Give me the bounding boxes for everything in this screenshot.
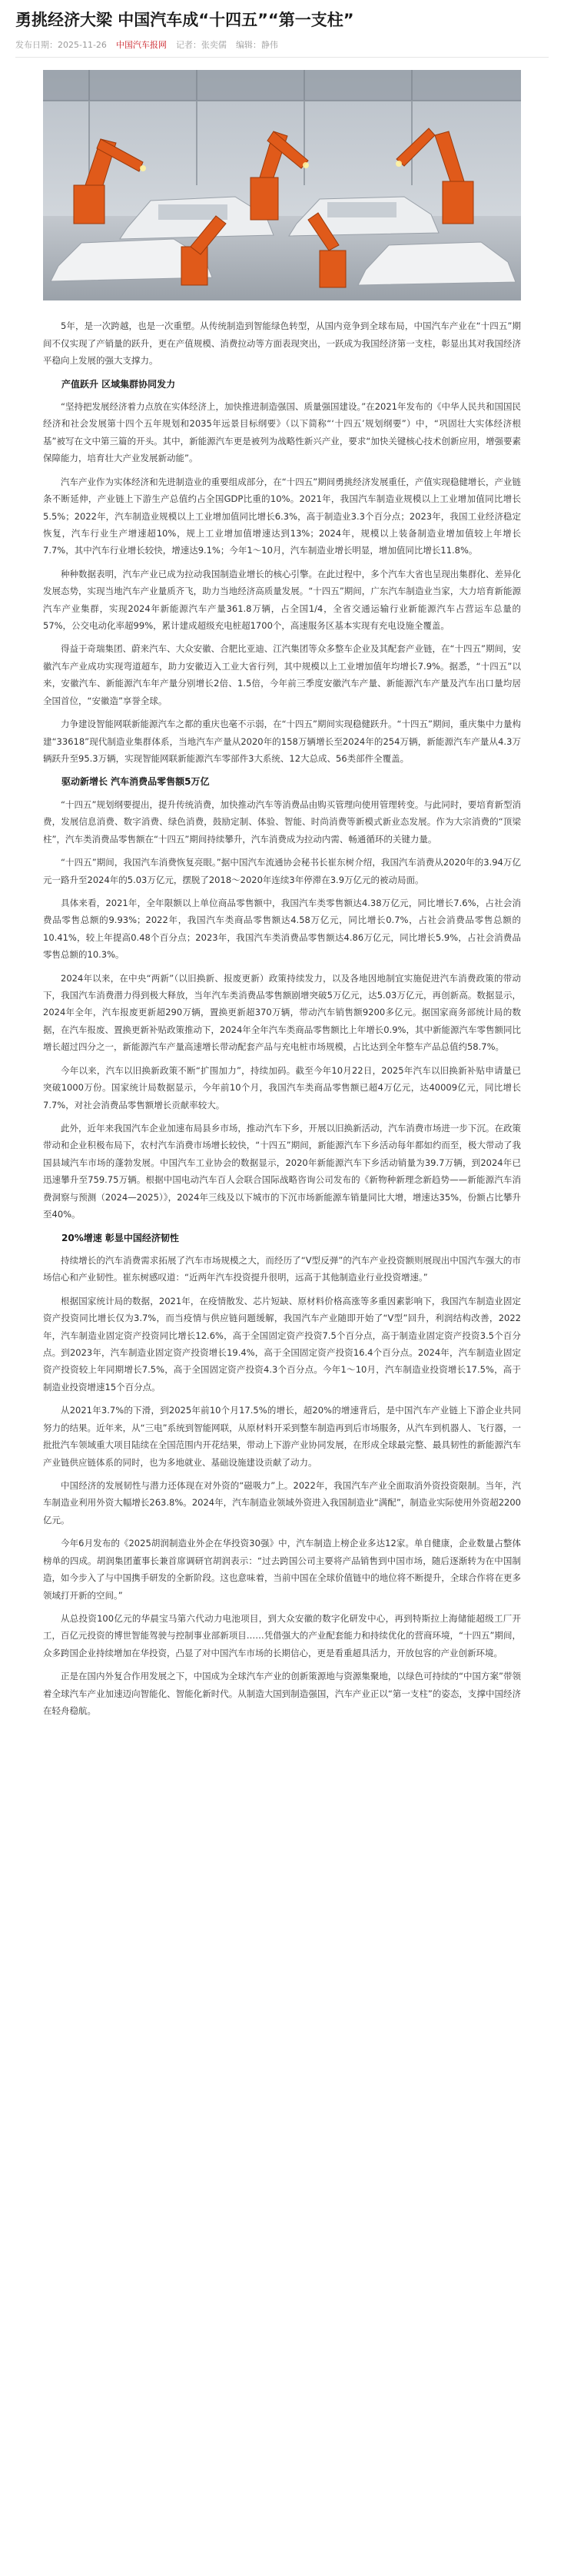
paragraph: 持续增长的汽车消费需求拓展了汽车市场规模之大，而经历了“V型反弹”的汽车产业投资额则展现出中国汽车强大的市场信心和产业韧性。崔东树感叹道：“近两年汽车投资提升很明，远高于其他制造业行业投资增速。” xyxy=(43,1254,521,1283)
paragraph: 得益于奇瑞集团、蔚来汽车、大众安徽、合肥比亚迪、江汽集团等众多整车企业及其配套产业链，在“十四五”期间，安徽汽车产业成功实现弯道超车，助力安徽迈入工业大省行列，其中规模以上工业增加值年均增长7.9%。据悉，“十四五”以来，安徽汽车、新能源汽车年产量分别增长2倍、1.5倍，今年前三季度安徽汽车产量、新能源汽车产量及汽车出口量均居全国首位，“安徽造”享誉全球。 xyxy=(43,643,521,706)
paragraph: 今年以来，汽车以旧换新政策不断“扩围加力”，持续加码。截至今年10月22日，2025年汽车以旧换新补贴申请量已突破1000万份。国家统计局数据显示，今年前10个月，我国汽车类商品零售额已超4万亿元，达40009亿元，同比增长7.7%，对社会消费品零售额增长贡献率较大。 xyxy=(43,1064,521,1110)
article-title: 勇挑经济大梁 中国汽车成“十四五”“第一支柱” xyxy=(15,11,354,29)
paragraph: “十四五”规划纲要提出，提升传统消费，加快推动汽车等消费品由购买管理向使用管理转变。与此同时，要培育新型消费，发展信息消费、数字消费、绿色消费，鼓励定制、体验、智能、时尚消费等新模式新业态发展。作为大宗消费的“顶梁柱”，汽车类消费品零售额在“十四五”期间持续攀升，汽车消费成为拉动内需、畅通循环的关键力量。 xyxy=(43,798,521,845)
article-header xyxy=(0,0,564,64)
source-link[interactable]: 中国汽车报网 xyxy=(115,40,167,51)
editor: 编辑：静伟 xyxy=(235,40,278,51)
paragraph: 力争建设智能网联新能源汽车之都的重庆也毫不示弱，在“十四五”期间实现稳健跃升。“十四五”期间，重庆集中力量构建“33618”现代制造业集群体系，当地汽车产量从2020年的158万辆增长至2024年的254万辆，新能源汽车产量从4.3万辆跃升至95.3万辆，实现智能网联新能源汽车零部件3大系统、12大总成、56类部件全覆盖。 xyxy=(43,719,521,765)
paragraph: 根据国家统计局的数据，2021年，在疫情散发、芯片短缺、原材料价格高涨等多重因素影响下，我国汽车制造业固定资产投资同比增长仅为3.7%，而当疫情与供应链问题缓解，我国汽车产业随即开始了“V型”回升，利润结构改善，2022年，汽车制造业固定资产投资同比增长12.6%，高于全国固定资产投资7.5个百分点，高于制造业固定资产投资3.5个百分点。到2023年，汽车制造业固定资产投资增长19.4%，高于全国固定资产投资16.4个百分点。2024年，汽车制造业固定资产投资较上年同期增长7.5%，高于全国固定资产投资4.3个百分点。今年1～10月，汽车制造业投资增长17.5%，高于制造业投资增速15个百分点。 xyxy=(43,1295,521,1393)
factory-illustration xyxy=(43,70,521,300)
paragraph: 从2021年3.7%的下滑，到2025年前10个月17.5%的增长，超20%的增速背后，是中国汽车产业链上下游企业共同努力的结果。近年来，从“三电”系统到智能网联，从原材料开采到整车制造再到后市场服务，从汽车到机器人、飞行器，一批批汽车领域重大项目陆续在全国范围内开花结果，带动上下游产业协同发展，在形成全球最完整、最具韧性的新能源汽车产业链供应链体系的同时，也为多地就业、基础设施建设贡献了动力。 xyxy=(43,1405,521,1468)
paragraph: 种种数据表明，汽车产业已成为拉动我国制造业增长的核心引擎。在此过程中，多个汽车大省也呈现出集群化、差异化发展态势，实现当地汽车产业量质齐飞，助力当地经济高质量发展。“十四五”期间，广东汽车制造业当家，大力培育新能源汽车产业集群，实现2024年新能源汽车产量361.8万辆，占全国1/4，全省交通运输行业新能源汽车占营运车总量的57%，公交电动化率超99%，累计建成超级充电桩超1700个，高速服务区基本实现有充电设施全覆盖。 xyxy=(43,568,521,632)
paragraph: 正是在国内外复合作用发展之下，中国成为全球汽车产业的创新策源地与资源集聚地，以绿色可持续的“中国方案”带领着全球汽车产业加速迈向智能化、智能化新时代。从制造大国到制造强国，汽车产业正以“第一支柱”的姿态，支撑中国经济在轻舟稳航。 xyxy=(43,1671,521,1717)
paragraph: “十四五”期间，我国汽车消费恢复亮眼。”据中国汽车流通协会秘书长崔东树介绍，我国汽车消费从2020年的3.94万亿元一路升至2024年的5.03万亿元，摆脱了2018～2020年连续3年停滞在3.9万亿元的被动局面。 xyxy=(43,857,521,885)
paragraph: 汽车产业作为实体经济和先进制造业的重要组成部分，在“十四五”期间勇挑经济发展重任，产值实现稳健增长，产业链条不断延伸，产业链上下游生产总值约占全国GDP比重的10%。2021年，我国汽车制造业规模以上工业增加值同比增长5.5%；2022年，汽车制造业规模以上工业增加值同比增长6.3%，高于制造业3.3个百分点；2023年，我国工业经济稳定恢复，汽车行业生产增速超10%，规上工业增加值增速达到13%；2024年，规模以上装备制造业增加值较上年增长7.7%，其中汽车行业增长较快，增速达9.1%；今年1～10月，汽车制造业增长明显，增加值同比增长11.8%。 xyxy=(43,476,521,556)
article-body xyxy=(0,317,564,1756)
hero-image xyxy=(43,70,521,300)
paragraph: 具体来看，2021年，全年限额以上单位商品零售额中，我国汽车类零售额达4.38万亿元，同比增长7.6%，占社会消费品零售总额的9.93%；2022年，我国汽车类商品零售额达4.58万亿元，同比增长0.7%，占社会消费品零售总额的10.41%，较上年提高0.48个百分点；2023年，我国汽车类消费品零售额达4.86万亿元，同比增长5.9%，占社会消费品零售总额的10.3%。 xyxy=(43,897,521,961)
paragraph: 中国经济的发展韧性与潜力还体现在对外资的“磁吸力”上。2022年，我国汽车产业全面取消外资投资限制。当年，汽车制造业利用外资大幅增长263.8%。2024年，汽车制造业领域外资进入我国制造业“满配”，制造业实际使用外资超2200亿元。 xyxy=(43,1479,521,1525)
paragraph: 此外，近年来我国汽车企业加速布局县乡市场，推动汽车下乡，开展以旧换新活动，汽车消费市场进一步下沉。在政策带动和企业积极布局下，农村汽车消费市场增长较快，“十四五”期间，新能源汽车下乡活动每年都如约而至，极大带动了我国县域汽车市场的蓬勃发展。中国汽车工业协会的数据显示，2020年新能源汽车下乡活动销量为39.7万辆，到2024年已迅速攀升至759.75万辆。根据中国电动汽车百人会联合国际战略咨询公司发布的《新物种新理念新趋势——新能源汽车消费洞察与预测（2024—2025）》，2024年三线及以下城市的下沉市场新能源车销量同比大增，增速达35%，份额占比攀升至40%。 xyxy=(43,1123,521,1220)
section-heading: 产值跃升 区域集群协同发力 xyxy=(61,378,176,390)
section-heading: 驱动新增长 汽车消费品零售额5万亿 xyxy=(61,776,210,788)
article-meta xyxy=(15,38,549,58)
paragraph: 2024年以来，在中央“两新”（以旧换新、报废更新）政策持续发力，以及各地因地制宜实施促进汽车消费政策的带动下，我国汽车消费潜力得到极大释放，当年汽车类消费品零售额剧增突破5万亿元，达5.03万亿元，再创新高。数据显示，2024年全年，汽车报废更新超290万辆，置换更新超370万辆，带动汽车销售额9200多亿元。据国家商务部统计局的数据，在汽车报废、置换更新补贴政策推动下，2024年全年汽车类商品零售额比上年增长0.9%，其中新能源汽车零售额同比增长超过四分之一，新能源汽车产量高速增长带动配套产品与充电桩市场规模，占比达到全年整车产品总值约58.7%。 xyxy=(43,972,521,1053)
paragraph: 5年，是一次跨越，也是一次重塑。从传统制造到智能绿色转型，从国内竞争到全球布局，中国汽车产业在“十四五”期间不仅实现了产销量的跃升，更在产值规模、消费拉动等方面表现突出，一跃成为我国经济第一支柱，彰显出其对我国经济平稳向上发展的强大支撑力。 xyxy=(43,320,521,367)
section-heading: 20%增速 彰显中国经济韧性 xyxy=(61,1232,179,1243)
paragraph: 今年6月发布的《2025胡润制造业外企在华投资30强》中，汽车制造上榜企业多达12家。单自健康，企业数量占整体榜单的四成。胡润集团董事长兼首席调研官胡润表示：“过去跨国公司主要将产品销售到中国市场，随后逐渐转为在中国制造，如今步入了与中国携手研发的全新阶段。这也意味着，当前中国在全球价值链中的地位将不断提升，全球合作将在更多领域打开新的空间。” xyxy=(43,1538,521,1601)
author: 记者：张奕儒 xyxy=(175,40,227,51)
publish-time: 发布日期：2025-11-26 xyxy=(15,40,107,51)
paragraph: “坚持把发展经济着力点放在实体经济上，加快推进制造强国、质量强国建设。”在2021年发布的《中华人民共和国国民经济和社会发展第十四个五年规划和2035年远景目标纲要》（以下简称“‘十四五’规划纲要”）中，“巩固壮大实体经济根基”被写在文中第三篇的开头。其中，新能源汽车更是被列为战略性新兴产业，要求“加快关键核心技术创新应用，增强要素保障能力，培育壮大产业发展新动能”。 xyxy=(43,401,521,464)
paragraph: 从总投资100亿元的华晨宝马第六代动力电池项目，到大众安徽的数字化研发中心，再到特斯拉上海储能超级工厂开工，百亿元投资的博世智能驾驶与控制事业部新项目……凭借强大的产业配套能力和持续优化的营商环境，“十四五”期间，众多跨国企业持续增加在华投资，凸显了对中国汽车市场的长期信心，更是看重超具活力，开放包容的产业创新环境。 xyxy=(43,1612,521,1658)
